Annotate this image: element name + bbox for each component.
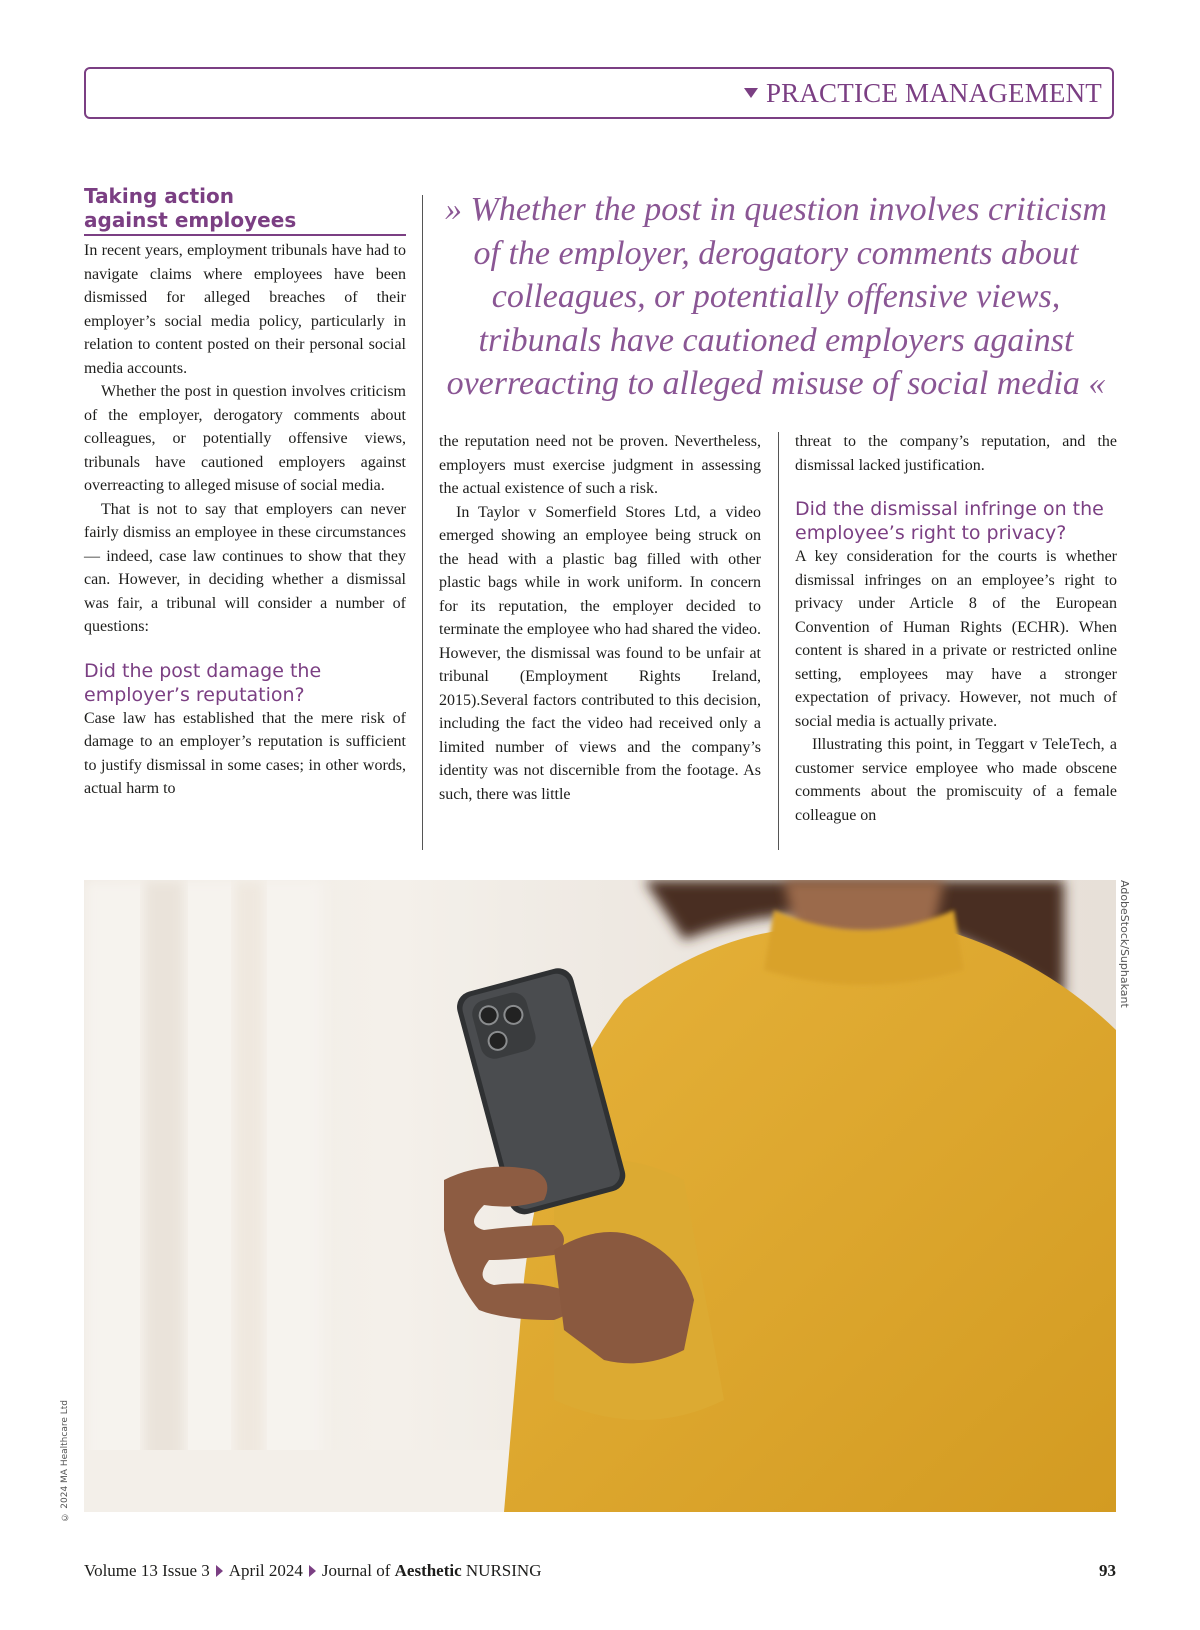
journal-prefix: Journal of bbox=[321, 1561, 395, 1580]
paragraph: A key consideration for the courts is whether dismissal infringes on an employee’s right to privacy under Article 8 of the European Convention of Human Rights (ECHR). When content is shared in a private or restricted online setting, employees may have a stronger expectation of privacy. However, not much of social media is actually private. bbox=[795, 548, 1117, 730]
paragraph: Illustrating this point, in Teggart v TeleTech, a customer service employee who made obscene comments about the promiscuity of a female colleague on bbox=[795, 736, 1117, 824]
subheading: Did the dismissal infringe on the employee’s right to privacy? bbox=[795, 498, 1104, 544]
triangle-right-icon bbox=[309, 1565, 316, 1577]
paragraph: threat to the company’s reputation, and the dismissal lacked justification. bbox=[795, 433, 1117, 474]
woman-holding-phone-illustration bbox=[84, 880, 1116, 1512]
copyright-notice: © 2024 MA Healthcare Ltd bbox=[60, 1400, 70, 1522]
paragraph: the reputation need not be proven. Nevertheless, employers must exercise judgment in assessing the actual existence of such a risk. bbox=[439, 433, 761, 497]
article-column-2 bbox=[439, 430, 761, 806]
paragraph: Whether the post in question involves criticism of the employer, derogatory comments about colleagues, or potentially offensive views, tribunals have cautioned employers against overreacting to alleged misuse of social media. bbox=[84, 383, 406, 494]
journal-bold: Aesthetic bbox=[394, 1561, 462, 1580]
article-heading: Taking action against employees bbox=[84, 184, 406, 236]
footer-volume: Volume 13 Issue 3 bbox=[84, 1561, 210, 1580]
journal-suffix: NURSING bbox=[461, 1561, 542, 1580]
image-credit: AdobeStock/Suphakant bbox=[1118, 880, 1131, 1008]
article-column-3 bbox=[795, 430, 1117, 827]
section-label bbox=[744, 78, 1102, 108]
column-divider bbox=[422, 195, 423, 850]
column-divider bbox=[778, 432, 779, 850]
article-photo bbox=[84, 880, 1116, 1512]
footer-journal bbox=[322, 1560, 542, 1582]
footer-date: April 2024 bbox=[228, 1561, 303, 1580]
paragraph: In recent years, employment tribunals have had to navigate claims where employees have been dismissed for alleged breaches of their employer’s social media policy, particularly in relation to content posted on their personal social media accounts. bbox=[84, 242, 406, 377]
paragraph: That is not to say that employers can never fairly dismiss an employee in these circumstances — indeed, case law continues to show that they can. However, in deciding whether a dismissal was fair, a tribunal will consider a number of questions: bbox=[84, 500, 406, 635]
article-column-1 bbox=[84, 184, 406, 801]
page-number: 93 bbox=[1099, 1561, 1116, 1580]
section-label-text: PRACTICE MANAGEMENT bbox=[765, 78, 1102, 108]
section-header-box bbox=[84, 67, 1114, 119]
pull-quote: » Whether the post in question involves criticism of the employer, derogatory comments about colleagues, or potentially offensive views, tribunals have cautioned employers against overreacting to alleged misuse of social media « bbox=[445, 191, 1107, 402]
paragraph: In Taylor v Somerfield Stores Ltd, a video emerged showing an employee being struck on the head with a plastic bag filled with other plastic bags while in work uniform. In concern for its reputation, the employer decided to terminate the employee who had shared the video. However, the dismissal was found to be unfair at tribunal (Employment Rights Ireland, 2015).Several factors contributed to this decision, including the fact the video had received only a limited number of views and the company’s identity was not discernible from the footage. As such, there was little bbox=[439, 503, 761, 803]
triangle-down-icon bbox=[744, 88, 758, 98]
subheading: Did the post damage the employer’s reputation? bbox=[84, 659, 322, 706]
triangle-right-icon bbox=[216, 1565, 223, 1577]
page-footer bbox=[84, 1560, 1116, 1582]
paragraph: Case law has established that the mere risk of damage to an employer’s reputation is sufficient to justify dismissal in some cases; in other words, actual harm to bbox=[84, 709, 406, 797]
